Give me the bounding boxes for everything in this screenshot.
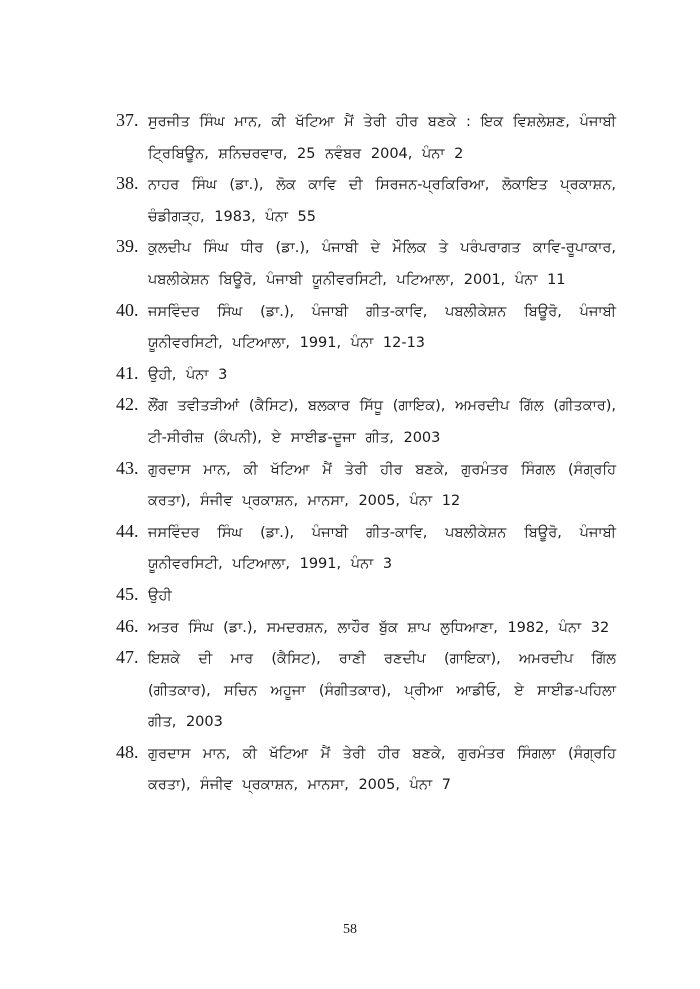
reference-item [116,612,616,644]
reference-item [116,454,616,517]
reference-item [116,738,616,801]
reference-item [116,169,616,232]
reference-item [116,232,616,295]
reference-text: ਲੌਂਗ ਤਵੀਤੜੀਆਂ (ਕੈਸਿਟ), ਬਲਕਾਰ ਸਿੱਧੂ (ਗਾਇਕ), ਅਮਰਦੀਪ ਗਿੱਲ (ਗੀਤਕਾਰ), ਟੀ-ਸੀਰੀਜ਼ (ਕੰਪਨੀ), ਏ ਸਾਈਡ-ਦੂਜਾ ਗੀਤ, 2003 [148,398,616,446]
reference-text: ਕੁਲਦੀਪ ਸਿੰਘ ਧੀਰ (ਡਾ.), ਪੰਜਾਬੀ ਦੇ ਮੌਲਿਕ ਤੇ ਪਰੰਪਰਾਗਤ ਕਾਵਿ-ਰੂਪਾਕਾਰ, ਪਬਲੀਕੇਸ਼ਨ ਬਿਊਰੋ, ਪੰਜਾਬੀ ਯੂਨੀਵਰਸਿਟੀ, ਪਟਿਆਲਾ, 2001, ਪੰਨਾ 11 [148,240,616,288]
reference-number: 38. [116,173,139,194]
reference-item [116,359,616,391]
reference-text: ਗੁਰਦਾਸ ਮਾਨ, ਕੀ ਖੱਟਿਆ ਮੈਂ ਤੇਰੀ ਹੀਰ ਬਣਕੇ, ਗੁਰਮੰਤਰ ਸਿੰਗਲ (ਸੰਗ੍ਰਹਿ ਕਰਤਾ), ਸੰਜੀਵ ਪ੍ਰਕਾਸ਼ਨ, ਮਾਨਸਾ, 2005, ਪੰਨਾ 12 [148,461,616,510]
reference-item [116,517,616,580]
reference-item [116,643,616,738]
reference-list [116,106,616,801]
page-number: 58 [343,922,357,937]
reference-text: ਜਸਵਿੰਦਰ ਸਿੰਘ (ਡਾ.), ਪੰਜਾਬੀ ਗੀਤ-ਕਾਵਿ, ਪਬਲੀਕੇਸ਼ਨ ਬਿਊਰੋ, ਪੰਜਾਬੀ ਯੂਨੀਵਰਸਿਟੀ, ਪਟਿਆਲਾ, 1991, ਪੰਨਾ 12-13 [148,303,616,352]
reference-item [116,106,616,169]
reference-text: ਉਹੀ, ਪੰਨਾ 3 [148,366,228,383]
reference-number: 46. [116,615,139,636]
reference-text: ਜਸਵਿੰਦਰ ਸਿੰਘ (ਡਾ.), ਪੰਜਾਬੀ ਗੀਤ-ਕਾਵਿ, ਪਬਲੀਕੇਸ਼ਨ ਬਿਊਰੋ, ਪੰਜਾਬੀ ਯੂਨੀਵਰਸਿਟੀ, ਪਟਿਆਲਾ, 1991, ਪੰਨਾ 3 [148,524,616,573]
reference-number: 48. [116,741,139,762]
reference-number: 43. [116,457,139,478]
reference-text: ਨਾਹਰ ਸਿੰਘ (ਡਾ.), ਲੋਕ ਕਾਵਿ ਦੀ ਸਿਰਜਨ-ਪ੍ਰਕਿਰਿਆ, ਲੋਕਾਇਤ ਪ੍ਰਕਾਸ਼ਨ, ਚੰਡੀਗੜ੍ਹ, 1983, ਪੰਨਾ 55 [148,177,616,225]
reference-item [116,296,616,359]
reference-text: ਸੁਰਜੀਤ ਸਿੰਘ ਮਾਨ, ਕੀ ਖੱਟਿਆ ਮੈਂ ਤੇਰੀ ਹੀਰ ਬਣਕੇ : ਇਕ ਵਿਸ਼ਲੇਸ਼ਣ, ਪੰਜਾਬੀ ਟ੍ਰਿਬਿਊਨ, ਸ਼ਨਿਚਰਵਾਰ, 25 ਨਵੰਬਰ 2004, ਪੰਨਾ 2 [148,114,616,162]
reference-text: ਇਸ਼ਕੇ ਦੀ ਮਾਰ (ਕੈਸਿਟ), ਰਾਣੀ ਰਣਦੀਪ (ਗਾਇਕਾ), ਅਮਰਦੀਪ ਗਿੱਲ (ਗੀਤਕਾਰ), ਸਚਿਨ ਅਹੂਜਾ (ਸੰਗੀਤਕਾਰ), ਪ੍ਰੀਆ ਆਡੀਓ, ਏ ਸਾਈਡ-ਪਹਿਲਾ ਗੀਤ, 2003 [148,651,616,731]
reference-text: ਉਹੀ [148,587,172,604]
reference-number: 42. [116,394,139,415]
reference-number: 44. [116,520,139,541]
reference-number: 40. [116,299,139,320]
reference-text: ਗੁਰਦਾਸ ਮਾਨ, ਕੀ ਖੱਟਿਆ ਮੈਂ ਤੇਰੀ ਹੀਰ ਬਣਕੇ, ਗੁਰਮੰਤਰ ਸਿੰਗਲਾ (ਸੰਗ੍ਰਹਿ ਕਰਤਾ), ਸੰਜੀਵ ਪ੍ਰਕਾਸ਼ਨ, ਮਾਨਸਾ, 2005, ਪੰਨਾ 7 [148,745,616,794]
reference-number: 45. [116,583,139,604]
reference-number: 37. [116,110,139,130]
reference-item [116,390,616,453]
reference-item [116,580,616,612]
reference-text: ਅਤਰ ਸਿੰਘ (ਡਾ.), ਸਮਦਰਸ਼ਨ, ਲਾਹੌਰ ਬੁੱਕ ਸ਼ਾਪ ਲੁਧਿਆਣਾ, 1982, ਪੰਨਾ 32 [148,619,610,636]
reference-number: 47. [116,647,139,668]
reference-number: 41. [116,362,139,383]
reference-number: 39. [116,236,139,257]
